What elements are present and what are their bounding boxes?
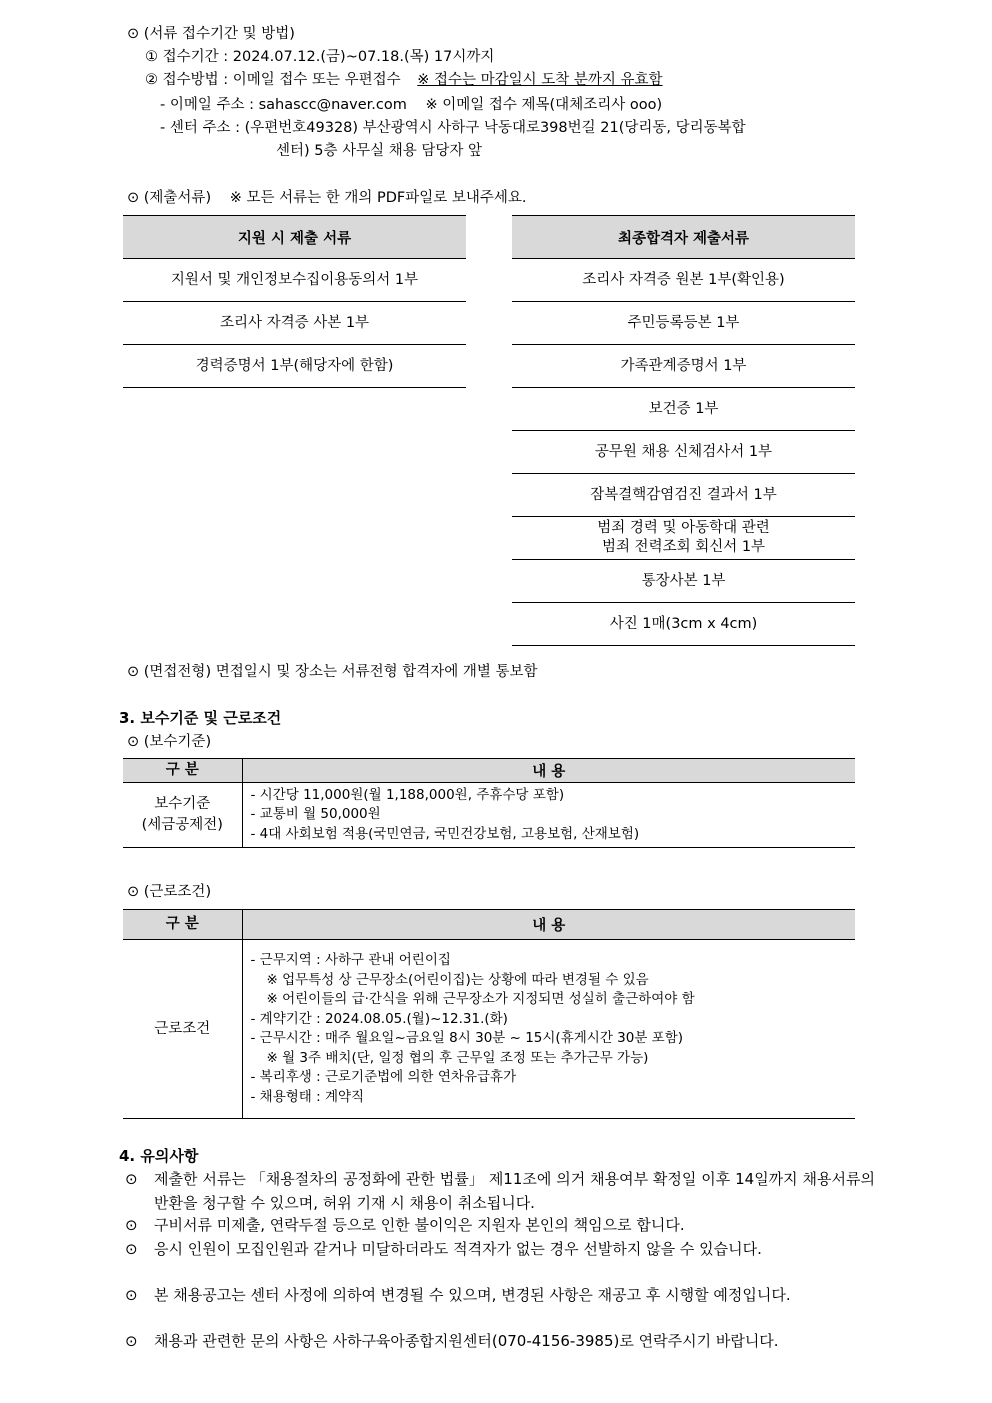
final-doc-item: 보건증 1부 bbox=[512, 388, 855, 431]
note-text: 채용과 관련한 문의 사항은 사하구육아종합지원센터(070-4156-3985)로 연락주시기 바랍니다. bbox=[154, 1332, 779, 1350]
apply-docs-header: 지원 시 제출 서류 bbox=[123, 216, 466, 259]
pay-heading: ⊙ (보수기준) bbox=[127, 734, 212, 750]
work-heading: ⊙ (근로조건) bbox=[127, 884, 212, 900]
pay-label-1: 보수기준 bbox=[154, 796, 211, 812]
final-docs-header: 최종합격자 제출서류 bbox=[512, 216, 855, 259]
work-line: - 근무지역 : 사하구 관내 어린이집 bbox=[250, 952, 451, 968]
note-item bbox=[125, 1283, 875, 1307]
note-text: 응시 인원이 모집인원과 같거나 미달하더라도 적격자가 없는 경우 선발하지 않을 수 있습니다. bbox=[154, 1240, 762, 1258]
final-docs-table bbox=[512, 215, 855, 646]
receipt-address-1: - 센터 주소 : (우편번호49328) 부산광역시 사하구 낙동대로398번길 21(당리동, 당리동복합 bbox=[160, 120, 746, 136]
note-bullet: ⊙ bbox=[125, 1240, 138, 1258]
receipt-period: ① 접수기간 : 2024.07.12.(금)~07.18.(목) 17시까지 bbox=[145, 49, 495, 65]
work-line: ※ 월 3주 배치(단, 일정 협의 후 근무일 조정 또는 추가근무 가능) bbox=[266, 1049, 649, 1066]
work-line: - 채용형태 : 계약직 bbox=[250, 1088, 365, 1105]
docs-note: ※ 모든 서류는 한 개의 PDF파일로 보내주세요. bbox=[229, 190, 527, 206]
interview-text: ⊙ (면접전형) 면접일시 및 장소는 서류전형 합격자에 개별 통보함 bbox=[127, 664, 538, 680]
pay-col-category: 구 분 bbox=[123, 759, 242, 783]
note-bullet: ⊙ bbox=[125, 1332, 138, 1350]
work-label: 근로조건 bbox=[123, 940, 242, 1119]
pay-content bbox=[242, 783, 855, 848]
note-bullet: ⊙ bbox=[125, 1286, 138, 1304]
apply-doc-item: 조리사 자격증 사본 1부 bbox=[123, 302, 466, 345]
note-text: 구비서류 미제출, 연락두절 등으로 인한 불이익은 지원자 본인의 책임으로 합니다. bbox=[154, 1216, 685, 1234]
final-doc-item: 주민등록등본 1부 bbox=[512, 302, 855, 345]
note-item bbox=[125, 1167, 875, 1215]
apply-docs-table bbox=[123, 215, 466, 388]
receipt-method-note: ※ 접수는 마감일시 도착 분까지 유효함 bbox=[417, 72, 663, 88]
pay-line: - 4대 사회보험 적용(국민연금, 국민건강보험, 고용보험, 산재보험) bbox=[250, 825, 640, 842]
docs-heading bbox=[127, 186, 527, 207]
pay-line: - 시간당 11,000원(월 1,188,000원, 주휴수당 포함) bbox=[250, 786, 565, 803]
receipt-method bbox=[145, 68, 663, 89]
work-line: ※ 업무특성 상 근무장소(어린이집)는 상황에 따라 변경될 수 있음 bbox=[266, 971, 649, 988]
final-doc-item: 가족관계증명서 1부 bbox=[512, 345, 855, 388]
final-doc-item: 조리사 자격증 원본 1부(확인용) bbox=[512, 259, 855, 302]
receipt-heading: ⊙ (서류 접수기간 및 방법) bbox=[127, 26, 295, 42]
section3-title: 3. 보수기준 및 근로조건 bbox=[119, 709, 282, 727]
note-bullet: ⊙ bbox=[125, 1216, 138, 1234]
note-item bbox=[125, 1237, 875, 1261]
work-line: ※ 어린이들의 급·간식을 위해 근무장소가 지정되면 성실히 출근하여야 함 bbox=[266, 991, 695, 1007]
section4-title: 4. 유의사항 bbox=[119, 1147, 199, 1165]
note-item bbox=[125, 1329, 875, 1353]
work-table bbox=[123, 909, 855, 1119]
note-text: 제출한 서류는 「채용절차의 공정화에 관한 법률」 제11조에 의거 채용여부 확정일 이후 14일까지 채용서류의 반환을 청구할 수 있으며, 허위 기재 시 채용이 취소됩니다. bbox=[154, 1170, 875, 1212]
note-item bbox=[125, 1213, 875, 1237]
apply-doc-item: 지원서 및 개인정보수집이용동의서 1부 bbox=[123, 259, 466, 302]
receipt-email bbox=[160, 93, 662, 114]
receipt-email-text: - 이메일 주소 : sahascc@naver.com bbox=[160, 97, 407, 113]
note-text: 본 채용공고는 센터 사정에 의하여 변경될 수 있으며, 변경된 사항은 재공고 후 시행할 예정입니다. bbox=[154, 1286, 791, 1304]
work-col-content: 내 용 bbox=[242, 910, 855, 940]
final-doc-item: 사진 1매(3cm x 4cm) bbox=[512, 603, 855, 646]
pay-col-content: 내 용 bbox=[242, 759, 855, 783]
docs-heading-text: ⊙ (제출서류) bbox=[127, 190, 212, 206]
pay-label bbox=[123, 783, 242, 848]
work-col-category: 구 분 bbox=[123, 910, 242, 940]
work-line: - 근무시간 : 매주 월요일~금요일 8시 30분 ~ 15시(휴게시간 30분 포함) bbox=[250, 1030, 684, 1046]
note-bullet: ⊙ bbox=[125, 1170, 138, 1188]
apply-doc-item: 경력증명서 1부(해당자에 한함) bbox=[123, 345, 466, 388]
work-line: - 계약기간 : 2024.08.05.(월)~12.31.(화) bbox=[250, 1010, 508, 1027]
work-line: - 복리후생 : 근로기준법에 의한 연차유급휴가 bbox=[250, 1069, 517, 1085]
receipt-address-2: 센터) 5층 사무실 채용 담당자 앞 bbox=[276, 143, 483, 159]
pay-label-2: (세금공제전) bbox=[141, 817, 223, 833]
pay-table bbox=[123, 758, 855, 848]
final-doc-item: 잠복결핵감염검진 결과서 1부 bbox=[512, 474, 855, 517]
receipt-method-text: ② 접수방법 : 이메일 접수 또는 우편접수 bbox=[145, 72, 401, 88]
final-doc-item: 공무원 채용 신체검사서 1부 bbox=[512, 431, 855, 474]
work-content bbox=[242, 940, 855, 1119]
final-doc-item: 범죄 경력 및 아동학대 관련 범죄 전력조회 회신서 1부 bbox=[512, 517, 855, 560]
receipt-email-note: ※ 이메일 접수 제목(대체조리사 ooo) bbox=[425, 97, 663, 113]
pay-line: - 교통비 월 50,000원 bbox=[250, 806, 381, 823]
final-doc-item: 통장사본 1부 bbox=[512, 560, 855, 603]
